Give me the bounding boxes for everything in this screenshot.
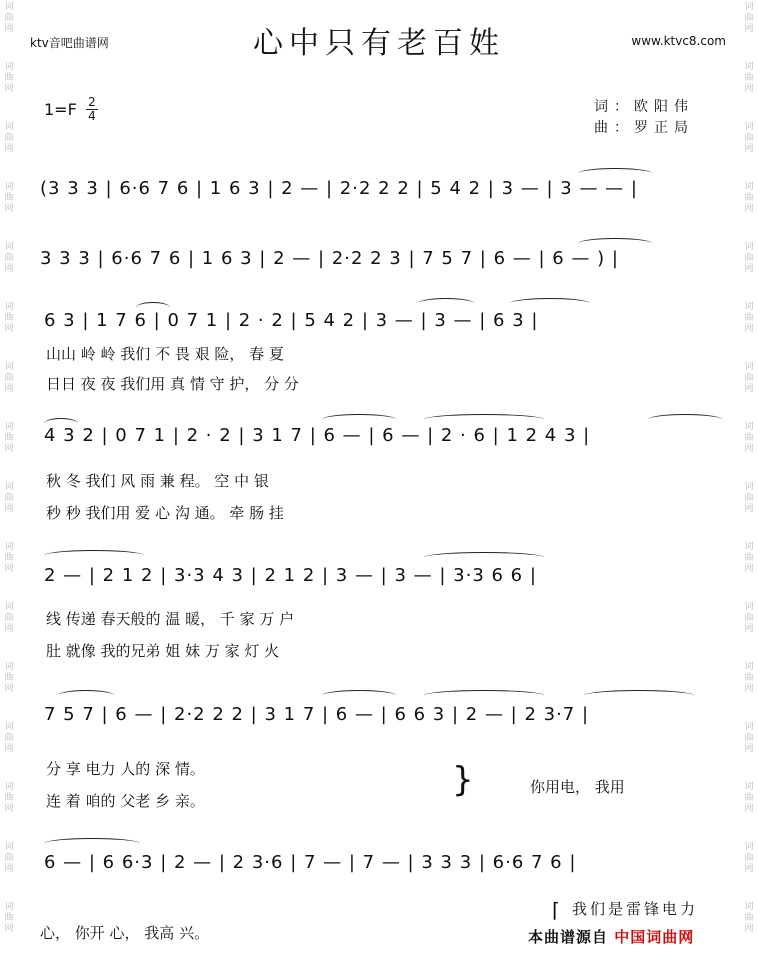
lyric-line: 连 着 咱的 父老 乡 亲。 [46,792,205,810]
watermark-text: 词 曲 网 [4,302,14,334]
watermark-text: 词 曲 网 [744,362,754,394]
watermark-text: 词 曲 网 [4,362,14,394]
slur [578,168,652,179]
lyric-line: 肚 就像 我的兄弟 姐 妹 万 家 灯 火 [46,642,280,660]
watermark-text: 词 曲 网 [4,422,14,454]
watermark-text: 词 曲 网 [4,2,14,34]
lyric-line: 线 传递 春天般的 温 暖， 千 家 万 户 [46,610,295,628]
watermark-text: 词 曲 网 [744,602,754,634]
site-name-left: ktv音吧曲谱网 [30,36,109,50]
watermark-text: 词 曲 网 [4,482,14,514]
watermark-text: 词 曲 网 [4,842,14,874]
composer: 曲：罗正局 [594,120,694,136]
slur [44,418,78,429]
watermark-text: 词 曲 网 [4,602,14,634]
watermark-text: 词 曲 网 [744,542,754,574]
slur [648,414,722,425]
lyric-line: 山山 岭 岭 我们 不 畏 艰 险， 春 夏 [46,345,284,363]
watermark-text: 词 曲 网 [744,902,754,934]
watermark-text: 词 曲 网 [744,122,754,154]
lyric-line: 日日 夜 夜 我们用 真 情 守 护， 分 分 [46,375,299,393]
watermark-text: 词 曲 网 [744,242,754,274]
time-bottom: 4 [86,109,98,123]
watermark-text: 词 曲 网 [4,62,14,94]
slur [584,690,694,701]
watermark-text: 词 曲 网 [744,842,754,874]
slur [58,690,114,701]
watermark-text: 词 曲 网 [744,482,754,514]
source-credit [528,926,694,947]
song-title: 心中只有老百姓 [253,26,505,61]
score-line-4: 4 3 2 | 0 7 1 | 2 · 2 | 3 1 7 | 6 — | 6 — | 2 · 6 | 1 2 4 3 | [44,425,591,446]
slur [322,414,396,425]
watermark-text: 词 曲 网 [4,542,14,574]
lyric-line: 心， 你开 心， 我高 兴。 [40,924,210,942]
lyricist: 词：欧阳伟 [594,99,694,115]
watermark-text: 词 曲 网 [744,302,754,334]
score-line-6: 7 5 7 | 6 — | 2·2 2 2 | 3 1 7 | 6 — | 6 6 3 | 2 — | 2 3·7 | [44,704,590,725]
slur [578,238,652,249]
watermark-text: 词 曲 网 [4,662,14,694]
score-line-3: 6 3 | 1 7 6 | 0 7 1 | 2 · 2 | 5 4 2 | 3 — | 3 — | 6 3 | [44,310,539,331]
watermark-text: 词 曲 网 [4,782,14,814]
key-signature: 1=F [44,100,77,119]
slur [424,690,544,701]
side-lyric-1: 你用电， 我用 [530,778,625,796]
watermark-text: 词 曲 网 [744,662,754,694]
slur [136,302,170,313]
slur [424,552,544,563]
bracket: ⌈ [552,898,560,922]
slur [510,298,590,309]
watermark-text: 词 曲 网 [744,782,754,814]
slur [322,690,396,701]
side-lyric-2: 我们是雷锋电力 [572,900,699,918]
source-label: 本曲谱源自 [528,928,609,946]
watermark-text: 词 曲 网 [744,2,754,34]
watermark-text: 词 曲 网 [4,182,14,214]
score-line-1: (3 3 3 | 6·6 7 6 | 1 6 3 | 2 — | 2·2 2 2 | 5 4 2 | 3 — | 3 — — | [40,178,638,199]
watermark-text: 词 曲 网 [744,62,754,94]
slur [44,550,144,561]
watermark-text: 词 曲 网 [744,422,754,454]
time-top: 2 [88,95,96,109]
lyric-line: 分 享 电力 人的 深 情。 [46,760,205,778]
score-line-2: 3 3 3 | 6·6 7 6 | 1 6 3 | 2 — | 2·2 2 3 | 7 5 7 | 6 — | 6 — ) | [40,248,619,269]
time-signature [86,96,98,123]
watermark-text: 词 曲 网 [744,182,754,214]
lyric-line: 秋 冬 我们 风 雨 兼 程。 空 中 银 [46,472,269,490]
slur [44,838,140,849]
score-line-5: 2 — | 2 1 2 | 3·3 4 3 | 2 1 2 | 3 — | 3 — | 3·3 6 6 | [44,565,537,586]
watermark-text: 词 曲 网 [4,242,14,274]
watermark-text: 词 曲 网 [744,722,754,754]
lyric-line: 秒 秒 我们用 爱 心 沟 通。 牵 肠 挂 [46,504,284,522]
slur [418,298,474,309]
watermark-text: 词 曲 网 [4,902,14,934]
slur [424,414,544,425]
site-url-right: www.ktvc8.com [631,34,726,48]
source-site: 中国词曲网 [614,928,695,946]
brace: } [452,760,474,800]
score-line-7: 6 — | 6 6·3 | 2 — | 2 3·6 | 7 — | 7 — | 3 3 3 | 6·6 7 6 | [44,852,577,873]
watermark-text: 词 曲 网 [4,122,14,154]
watermark-text: 词 曲 网 [4,722,14,754]
